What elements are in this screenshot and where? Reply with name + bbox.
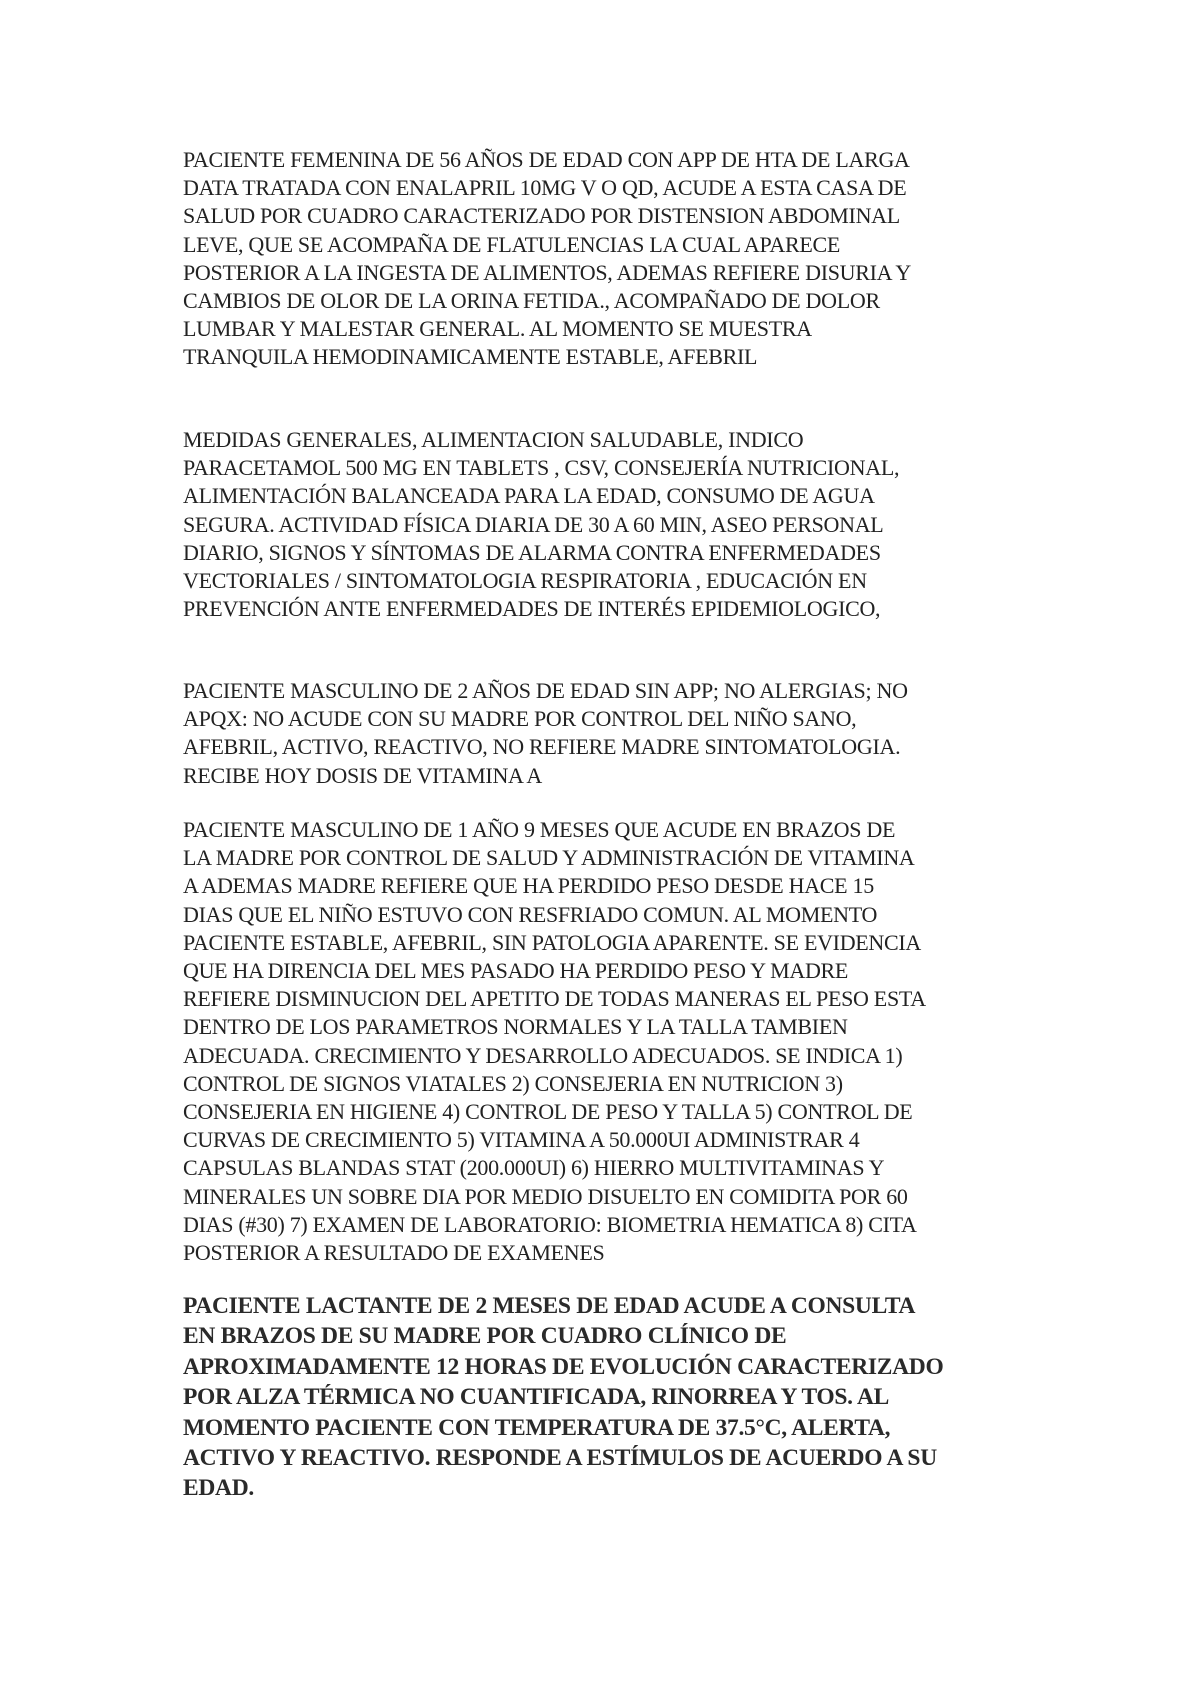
text-line: EDAD. (183, 1475, 254, 1502)
text-line: ADECUADA. CRECIMIENTO Y DESARROLLO ADECUADOS. SE INDICA 1) (183, 1042, 903, 1068)
text-line: A ADEMAS MADRE REFIERE QUE HA PERDIDO PESO DESDE HACE 15 (183, 873, 874, 899)
text-line: APROXIMADAMENTE 12 HORAS DE EVOLUCIÓN CARACTERIZADO (183, 1353, 944, 1380)
text-line: POSTERIOR A LA INGESTA DE ALIMENTOS, ADEMAS REFIERE DISURIA Y (183, 259, 912, 285)
text-line: TRANQUILA HEMODINAMICAMENTE ESTABLE, AFEBRIL (183, 344, 758, 370)
text-line: CAPSULAS BLANDAS STAT (200.000UI) 6) HIERRO MULTIVITAMINAS Y (183, 1155, 885, 1181)
text-line: MEDIDAS GENERALES, ALIMENTACION SALUDABLE, INDICO (183, 427, 804, 452)
paragraph-infant-2-months (183, 1291, 1063, 1504)
text-line: EN BRAZOS DE SU MADRE POR CUADRO CLÍNICO DE (183, 1323, 787, 1350)
paragraph-patient-male-2-years (183, 677, 1063, 790)
text-line: DATA TRATADA CON ENALAPRIL 10MG V O QD, ACUDE A ESTA CASA DE (183, 175, 907, 201)
text-line: REFIERE DISMINUCION DEL APETITO DE TODAS MANERAS EL PESO ESTA (183, 986, 926, 1012)
text-line: DIAS QUE EL NIÑO ESTUVO CON RESFRIADO COMUN. AL MOMENTO (183, 901, 878, 927)
paragraph-patient-female-56 (183, 146, 1063, 372)
text-line: PREVENCIÓN ANTE ENFERMEDADES DE INTERÉS EPIDEMIOLOGICO, (183, 596, 881, 622)
text-line: PACIENTE MASCULINO DE 2 AÑOS DE EDAD SIN APP; NO ALERGIAS; NO (183, 678, 908, 703)
text-line: ACTIVO Y REACTIVO. RESPONDE A ESTÍMULOS DE ACUERDO A SU (183, 1445, 937, 1472)
text-line: PACIENTE MASCULINO DE 1 AÑO 9 MESES QUE ACUDE EN BRAZOS DE (183, 817, 896, 842)
text-line: SEGURA. ACTIVIDAD FÍSICA DIARIA DE 30 A 60 MIN, ASEO PERSONAL (183, 511, 884, 537)
text-line: VECTORIALES / SINTOMATOLOGIA RESPIRATORIA , EDUCACIÓN EN (183, 568, 867, 594)
paragraph-patient-male-1-year-9-months (183, 816, 1063, 1267)
text-line: CURVAS DE CRECIMIENTO 5) VITAMINA A 50.000UI ADMINISTRAR 4 (183, 1127, 860, 1153)
text-line: PACIENTE FEMENINA DE 56 AÑOS DE EDAD CON APP DE HTA DE LARGA (183, 147, 910, 172)
text-line: QUE HA DIRENCIA DEL MES PASADO HA PERDIDO PESO Y MADRE (183, 958, 849, 984)
text-line: LUMBAR Y MALESTAR GENERAL. AL MOMENTO SE MUESTRA (183, 316, 812, 342)
text-line: SALUD POR CUADRO CARACTERIZADO POR DISTENSION ABDOMINAL (183, 203, 900, 229)
text-line: CAMBIOS DE OLOR DE LA ORINA FETIDA., ACOMPAÑADO DE DOLOR (183, 288, 880, 314)
text-line: LA MADRE POR CONTROL DE SALUD Y ADMINISTRACIÓN DE VITAMINA (183, 845, 915, 871)
text-line: DENTRO DE LOS PARAMETROS NORMALES Y LA TALLA TAMBIEN (183, 1014, 848, 1040)
text-line: ALIMENTACIÓN BALANCEADA PARA LA EDAD, CONSUMO DE AGUA (183, 483, 875, 509)
text-line: DIARIO, SIGNOS Y SÍNTOMAS DE ALARMA CONTRA ENFERMEDADES (183, 539, 881, 565)
text-line: PACIENTE LACTANTE DE 2 MESES DE EDAD ACUDE A CONSULTA (183, 1293, 916, 1319)
text-line: PARACETAMOL 500 MG EN TABLETS , CSV, CONSEJERÍA NUTRICIONAL, (183, 455, 900, 481)
text-line: RECIBE HOY DOSIS DE VITAMINA A (183, 762, 542, 788)
paragraph-general-measures (183, 426, 1063, 623)
text-line: PACIENTE ESTABLE, AFEBRIL, SIN PATOLOGIA APARENTE. SE EVIDENCIA (183, 929, 921, 955)
text-line: AFEBRIL, ACTIVO, REACTIVO, NO REFIERE MADRE SINTOMATOLOGIA. (183, 734, 901, 760)
text-line: APQX: NO ACUDE CON SU MADRE POR CONTROL DEL NIÑO SANO, (183, 706, 857, 732)
text-line: DIAS (#30) 7) EXAMEN DE LABORATORIO: BIOMETRIA HEMATICA 8) CITA (183, 1211, 917, 1237)
text-line: POSTERIOR A RESULTADO DE EXAMENES (183, 1240, 605, 1266)
text-line: MOMENTO PACIENTE CON TEMPERATURA DE 37.5°C, ALERTA, (183, 1414, 891, 1441)
text-line: CONSEJERIA EN HIGIENE 4) CONTROL DE PESO Y TALLA 5) CONTROL DE (183, 1099, 913, 1125)
text-line: MINERALES UN SOBRE DIA POR MEDIO DISUELTO EN COMIDITA POR 60 (183, 1183, 908, 1209)
text-line: CONTROL DE SIGNOS VIATALES 2) CONSEJERIA EN NUTRICION 3) (183, 1070, 843, 1096)
text-line: POR ALZA TÉRMICA NO CUANTIFICADA, RINORREA Y TOS. AL (183, 1384, 890, 1411)
text-line: LEVE, QUE SE ACOMPAÑA DE FLATULENCIAS LA CUAL APARECE (183, 231, 841, 257)
